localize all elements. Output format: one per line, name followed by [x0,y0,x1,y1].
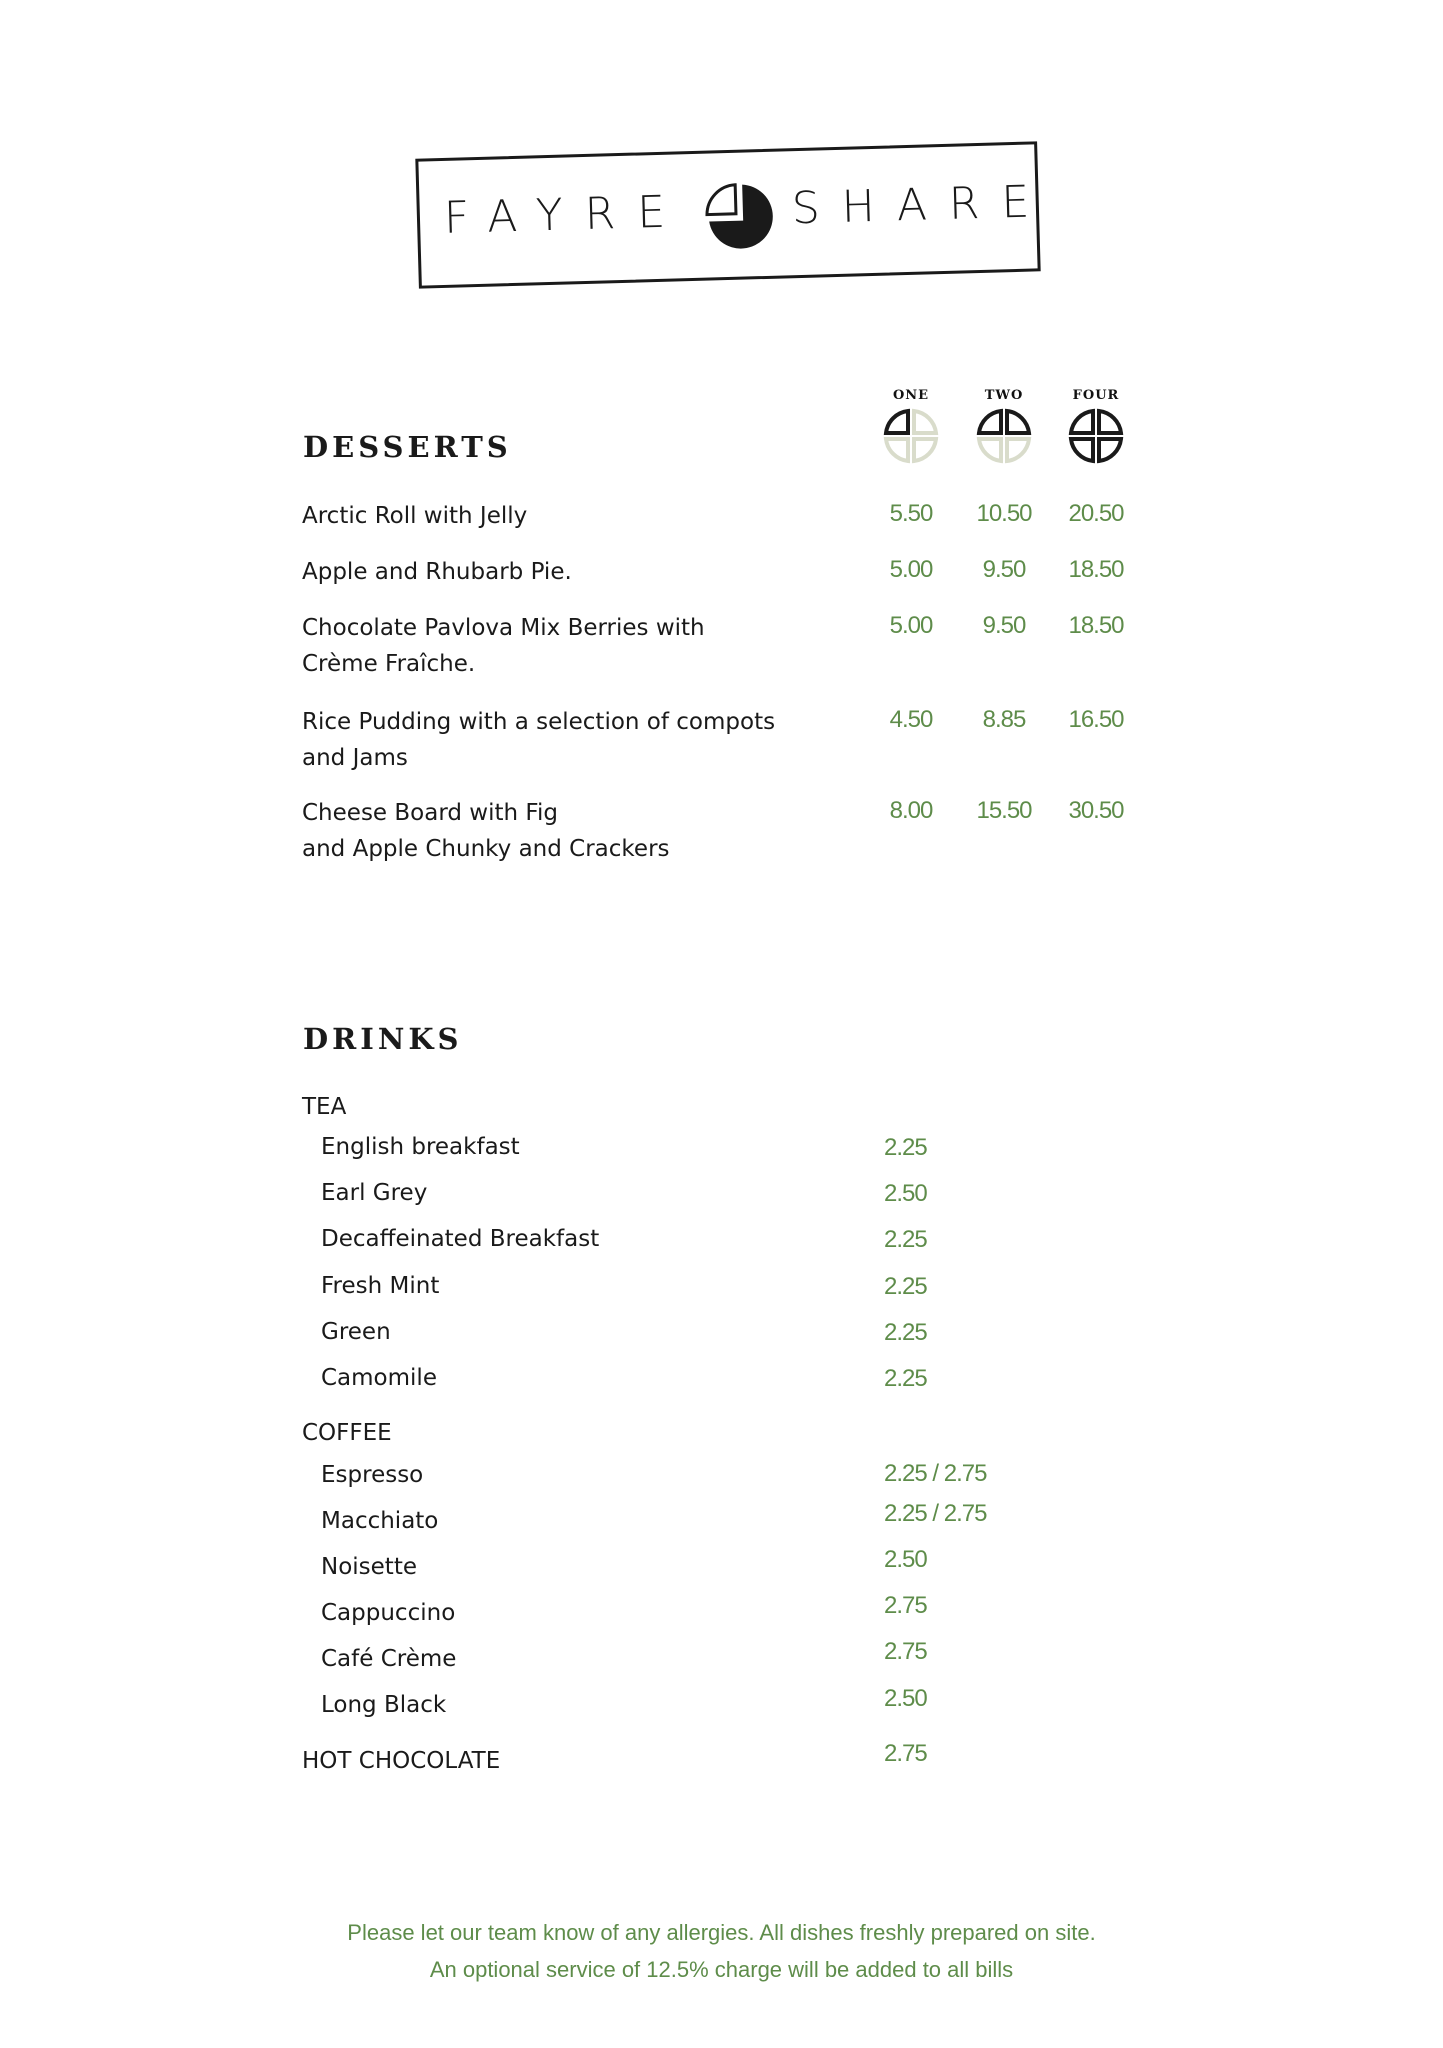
dessert-price-one: 8.00 [889,797,933,824]
coffee-item-name: Noisette [321,1554,417,1580]
dessert-price-four: 18.50 [1068,612,1124,639]
tea-item-name: Decaffeinated Breakfast [321,1226,600,1252]
pie-logo-icon [702,180,776,254]
tea-item-price: 2.25 [884,1273,927,1300]
dessert-name: and Jams [302,745,408,771]
tea-item-name: Green [321,1319,391,1345]
dessert-name: Apple and Rhubarb Pie. [302,559,572,585]
dessert-name: Crème Fraîche. [302,651,476,677]
hot-chocolate-price: 2.75 [884,1740,927,1767]
tea-subheading: TEA [302,1094,347,1120]
dessert-price-two: 9.50 [982,612,1026,639]
dessert-name: Cheese Board with Fig [302,800,558,826]
hot-chocolate-label: HOT CHOCOLATE [302,1748,501,1774]
tea-item-name: Earl Grey [321,1180,428,1206]
tea-item-name: Camomile [321,1365,437,1391]
dessert-price-four: 30.50 [1068,797,1124,824]
tea-item-name: English breakfast [321,1134,520,1160]
dessert-price-four: 18.50 [1068,556,1124,583]
portion-label-one: ONE [892,388,930,403]
coffee-item-price: 2.50 [884,1546,927,1573]
desserts-heading: DESSERTS [303,430,512,464]
dessert-price-four: 20.50 [1068,500,1124,527]
coffee-item-name: Café Crème [321,1646,457,1672]
coffee-item-price: 2.50 [884,1685,927,1712]
coffee-item-name: Macchiato [321,1508,439,1534]
dessert-price-one: 5.50 [889,500,933,527]
dessert-price-two: 8.85 [982,706,1026,733]
tea-item-name: Fresh Mint [321,1273,440,1299]
portion-label-four: FOUR [1072,388,1120,403]
coffee-item-name: Cappuccino [321,1600,456,1626]
portion-one-icon [883,408,939,464]
dessert-price-two: 15.50 [976,797,1032,824]
tea-item-price: 2.25 [884,1226,927,1253]
tea-item-price: 2.25 [884,1134,927,1161]
dessert-price-four: 16.50 [1068,706,1124,733]
coffee-subheading: COFFEE [302,1420,392,1446]
coffee-item-name: Long Black [321,1692,447,1718]
coffee-item-price: 2.75 [884,1592,927,1619]
portion-two-icon [976,408,1032,464]
coffee-item-price: 2.75 [884,1638,927,1665]
allergy-note: Please let our team know of any allergies. All dishes freshly prepared on site. [347,1920,1096,1945]
logo-word-share: SHARE [791,175,1052,235]
dessert-price-one: 5.00 [889,556,933,583]
dessert-price-one: 5.00 [889,612,933,639]
drinks-heading: DRINKS [303,1022,463,1056]
logo-word-fayre: FAYRE [443,186,688,244]
coffee-item-price: 2.25 / 2.75 [884,1460,987,1487]
logo [415,141,1052,288]
dessert-name: Chocolate Pavlova Mix Berries with [302,615,705,641]
tea-item-price: 2.25 [884,1319,927,1346]
dessert-price-two: 9.50 [982,556,1026,583]
dessert-price-one: 4.50 [889,706,933,733]
tea-item-price: 2.25 [884,1365,927,1392]
portion-label-two: TWO [984,388,1024,403]
dessert-name: and Apple Chunky and Crackers [302,836,670,862]
dessert-name: Rice Pudding with a selection of compots [302,709,776,735]
tea-item-price: 2.50 [884,1180,927,1207]
dessert-name: Arctic Roll with Jelly [302,503,528,529]
coffee-item-price: 2.25 / 2.75 [884,1500,987,1527]
dessert-price-two: 10.50 [976,500,1032,527]
coffee-item-name: Espresso [321,1462,424,1488]
service-charge-note: An optional service of 12.5% charge will be added to all bills [429,1957,1014,1982]
portion-four-icon [1068,408,1124,464]
